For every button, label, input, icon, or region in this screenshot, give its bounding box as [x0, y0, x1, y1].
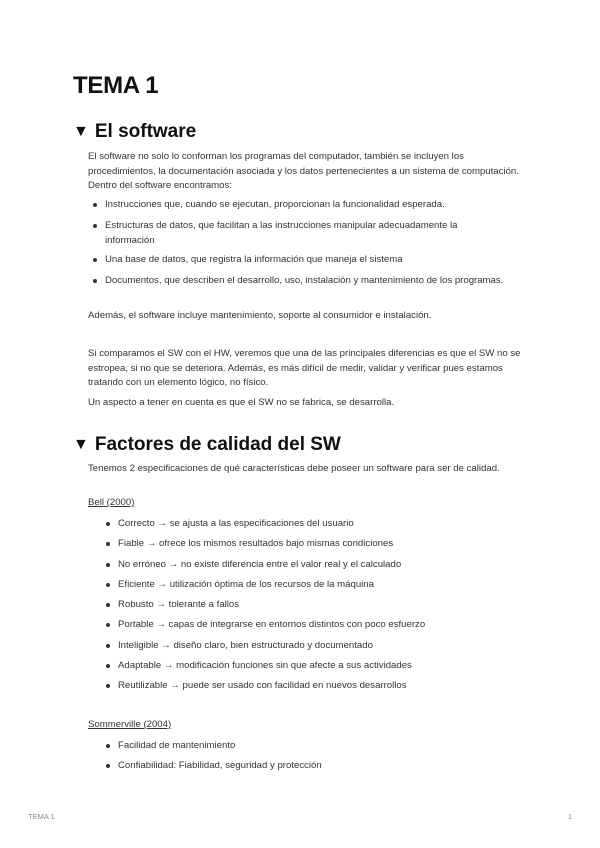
- list-item: Reutilizable → puede ser usado con facilidad en nuevos desarrollos: [118, 679, 518, 699]
- software-intro: El software no solo lo conforman los programas del computador, también se incluyen los procedimientos, la documentación asociada y los datos pertenecientes a un sistema de computación. Dentro del software encontramos:: [88, 151, 519, 191]
- list-item: Una base de datos, que registra la información que maneja el sistema: [105, 253, 505, 274]
- bullet-icon: [106, 603, 110, 607]
- list-item: Documentos, que describen el desarrollo, uso, instalación y mantenimiento de los programas.: [105, 274, 505, 304]
- software-after: Además, el software incluye mantenimiento, soporte al consumidor e instalación.: [88, 310, 432, 321]
- bullet-icon: [93, 224, 97, 228]
- list-item: Facilidad de mantenimiento: [118, 739, 518, 759]
- quality-intro: Tenemos 2 especificaciones de qué características debe poseer un software para ser de calidad.: [88, 463, 500, 474]
- bell-list: [118, 517, 518, 700]
- bullet-icon: [106, 542, 110, 546]
- list-item: Portable → capas de integrarse en entornos distintos con poco esfuerzo: [118, 618, 518, 638]
- sommerville-list: [118, 739, 518, 780]
- sw-develop-paragraph: Un aspecto a tener en cuenta es que el SW no se fabrica, se desarrolla.: [88, 397, 395, 408]
- list-item: Adaptable → modificación funciones sin que afecte a sus actividades: [118, 659, 518, 679]
- bullet-icon: [106, 764, 110, 768]
- section-heading-label: Factores de calidad del SW: [94, 434, 341, 455]
- bullet-icon: [93, 258, 97, 262]
- bullet-icon: [106, 623, 110, 627]
- sommerville-label: Sommerville (2004): [88, 719, 172, 730]
- list-item: Eficiente → utilización óptima de los recursos de la máquina: [118, 578, 518, 598]
- list-item: Instrucciones que, cuando se ejecutan, proporcionan la funcionalidad esperada.: [105, 198, 505, 219]
- page-title: TEMA 1: [73, 72, 159, 99]
- list-item: Fiable → ofrece los mismos resultados bajo mismas condiciones: [118, 537, 518, 557]
- list-item: Robusto → tolerante a fallos: [118, 598, 518, 618]
- bullet-icon: [106, 664, 110, 668]
- section-heading-label: El software: [94, 121, 197, 142]
- bullet-icon: [106, 644, 110, 648]
- bullet-icon: [106, 583, 110, 587]
- list-item: No erróneo → no existe diferencia entre el valor real y el calculado: [118, 558, 518, 578]
- sw-hw-paragraph: Si comparamos el SW con el HW, veremos que una de las principales diferencias es que el SW no se estropea, si no que se deteriora. Además, es más difícil de medir, validar y verificar pues estamos tratando con un elemento lógico, no físico.: [88, 348, 521, 388]
- bullet-icon: [93, 203, 97, 207]
- list-item: Inteligible → diseño claro, bien estructurado y documentado: [118, 639, 518, 659]
- bullet-icon: [106, 522, 110, 526]
- list-item: Estructuras de datos, que facilitan a las instrucciones manipular adecuadamente la información: [105, 219, 505, 253]
- bullet-icon: [106, 684, 110, 688]
- bullet-icon: [93, 279, 97, 283]
- collapse-triangle-icon[interactable]: ▼: [73, 123, 89, 140]
- collapse-triangle-icon[interactable]: ▼: [73, 436, 89, 453]
- bell-label: Bell (2000): [88, 497, 135, 508]
- bullet-icon: [106, 563, 110, 567]
- list-item: Confiabilidad: Fiabilidad, seguridad y protección: [118, 759, 518, 779]
- footer-title: TEMA 1: [28, 812, 55, 821]
- software-list: [105, 198, 505, 304]
- bullet-icon: [106, 744, 110, 748]
- page-number: 1: [567, 812, 572, 821]
- section-heading-software[interactable]: [73, 121, 196, 143]
- list-item: Correcto → se ajusta a las especificaciones del usuario: [118, 517, 518, 537]
- section-heading-quality[interactable]: [73, 434, 341, 456]
